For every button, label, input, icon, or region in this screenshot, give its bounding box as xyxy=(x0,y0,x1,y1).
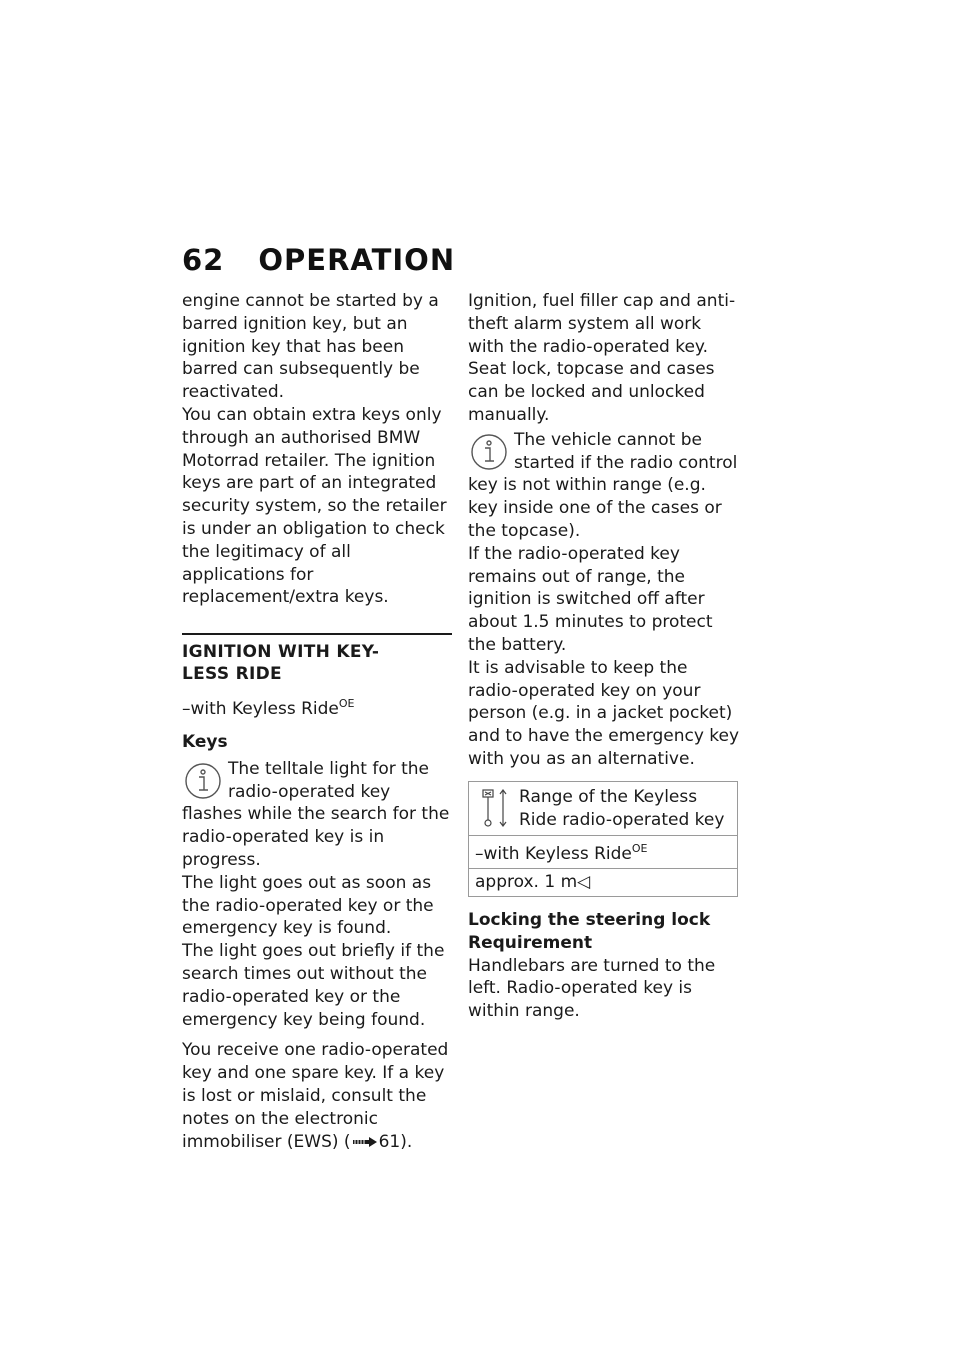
info-text: The telltale light for the radio-operated key flashes while the search for the radio-operated key is in progress. xyxy=(182,758,450,870)
paragraph: engine cannot be started by a barred ignition key, but an ignition key that has been barred can subsequently be reactivated. xyxy=(182,291,439,403)
equipment-note xyxy=(182,693,452,721)
paragraph: Ignition, fuel filler cap and anti-theft alarm system all work with the radio-operated key. xyxy=(468,291,736,357)
page-reference-arrow-icon xyxy=(351,1136,379,1148)
section-title-line-1: IGNITION WITH KEY- xyxy=(182,642,380,663)
info-text: The light goes out briefly if the search times out without the radio-operated key or the emergency key being found. xyxy=(182,941,445,1030)
keys-heading: Keys xyxy=(182,731,228,752)
paragraph: Seat lock, topcase and cases can be locked and unlocked manually. xyxy=(468,359,715,425)
oe-marker: OE xyxy=(631,842,648,856)
range-table-title: Range of the Keyless Ride radio-operated key xyxy=(519,786,725,830)
info-icon xyxy=(470,433,508,471)
lock-heading: Locking the steering lock xyxy=(468,909,711,930)
info-text: The vehicle cannot be started if the radio control key is not within range (e.g. key inside one of the cases or the topcase). xyxy=(468,429,738,541)
oe-marker: OE xyxy=(338,697,355,711)
chapter-title: OPERATION xyxy=(258,243,456,277)
requirement-heading: Requirement xyxy=(468,932,593,953)
section-heading xyxy=(182,633,452,685)
info-icon xyxy=(184,762,222,800)
page-reference[interactable]: 61). xyxy=(378,1131,413,1152)
range-table-equipment: –with Keyless Ride$^{OE}$ xyxy=(469,835,737,868)
right-column xyxy=(468,290,740,1023)
range-table xyxy=(468,781,738,897)
with-label: –with Keyless Ride xyxy=(182,699,339,720)
left-column xyxy=(182,290,452,1153)
range-key-icon xyxy=(475,786,511,830)
paragraph: You receive one radio-operated key and one spare key. If a key is lost or mislaid, consult the notes on the electronic immobiliser (EWS) ( 61). xyxy=(182,1040,449,1152)
requirement-text: Handlebars are turned to the left. Radio-operated key is within range. xyxy=(468,955,716,1022)
info-text: If the radio-operated key remains out of range, the ignition is switched off after about 1.5 minutes to protect the battery. xyxy=(468,543,713,655)
section-title-line-2: LESS RIDE xyxy=(182,664,282,685)
info-note xyxy=(468,429,740,771)
range-table-value: approx. 1 m◁ xyxy=(469,868,737,896)
info-text: It is advisable to keep the radio-operated key on your person (e.g. in a jacket pocket) and to have the emergency key with you as an alternative. xyxy=(468,657,740,769)
info-text: The light goes out as soon as the radio-operated key or the emergency key is found. xyxy=(182,872,434,939)
paragraph: You can obtain extra keys only through an authorised BMW Motorrad retailer. The ignition keys are part of an integrated security system, so the retailer is under an obligation to check the legitimacy of all applications for replacement/extra keys. xyxy=(182,404,447,608)
range-table-header xyxy=(469,782,737,836)
page-header xyxy=(182,236,455,284)
page-number: 62 xyxy=(182,243,225,277)
info-note xyxy=(182,758,452,1032)
